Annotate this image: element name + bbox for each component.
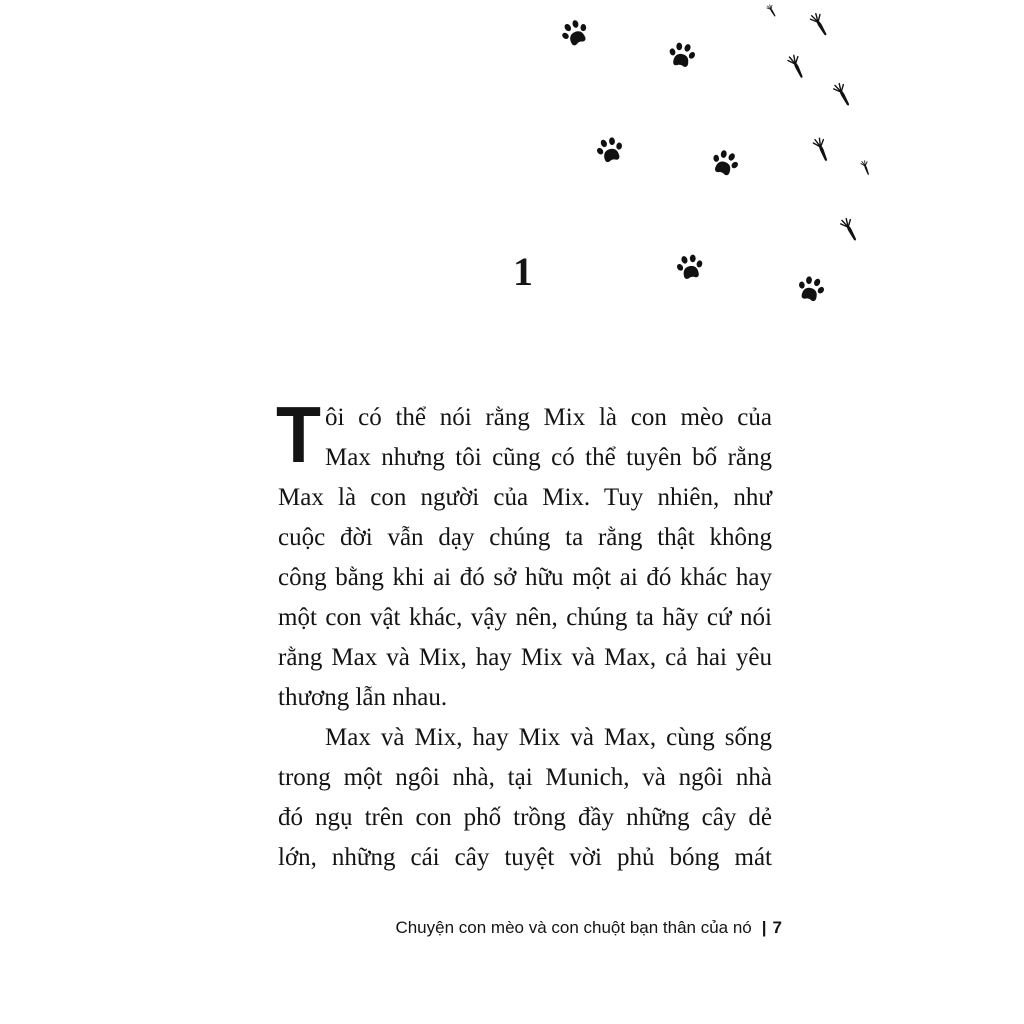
text-line: Max nhưng tôi cũng có thể tuyên bố rằng <box>325 444 772 471</box>
body-text <box>278 398 772 878</box>
text-line: một con vật khác, vậy nên, chúng ta hãy cứ nói <box>278 604 772 631</box>
paragraph <box>278 718 772 878</box>
cat-paw-print-icon <box>593 135 626 165</box>
drop-cap: T <box>276 390 321 479</box>
text-line: Max và Mix, hay Mix và Max, cùng sống <box>325 724 772 751</box>
page-number: 7 <box>772 918 782 937</box>
chapter-number: 1 <box>513 249 533 294</box>
mouse-footprint-icon <box>787 54 807 80</box>
cat-paw-print-icon <box>666 41 697 69</box>
cat-paw-print-icon <box>674 253 705 281</box>
mouse-footprint-icon <box>860 160 871 176</box>
cat-paw-print-icon <box>795 274 828 304</box>
text-line: rằng Max và Mix, hay Mix và Max, cả hai yêu <box>278 644 772 671</box>
text-line: ôi có thể nói rằng Mix là con mèo của <box>325 404 772 431</box>
text-line: đó ngụ trên con phố trồng đầy những cây dẻ <box>278 804 772 831</box>
text-line: thương lẫn nhau. <box>278 684 448 711</box>
mouse-footprint-icon <box>812 137 831 163</box>
text-line: trong một ngôi nhà, tại Munich, và ngôi nhà <box>278 764 772 791</box>
text-line: lớn, những cái cây tuyệt vời phủ bóng mát <box>278 844 772 871</box>
cat-paw-print-icon <box>557 16 592 49</box>
text-line: Max là con người của Mix. Tuy nhiên, như <box>278 484 772 511</box>
mouse-footprint-icon <box>832 82 853 108</box>
cat-paw-print-icon <box>708 147 742 179</box>
page-footer <box>395 916 782 940</box>
mouse-footprint-icon <box>766 4 777 18</box>
footer-separator: | <box>761 918 767 937</box>
running-title: Chuyện con mèo và con chuột bạn thân của nó <box>395 918 752 937</box>
text-line: công bằng khi ai đó sở hữu một ai đó khác hay <box>278 564 772 591</box>
mouse-footprint-icon <box>809 12 830 38</box>
paragraph <box>278 398 772 718</box>
text-line: cuộc đời vẫn dạy chúng ta rằng thật không <box>278 524 772 551</box>
mouse-footprint-icon <box>839 217 860 243</box>
